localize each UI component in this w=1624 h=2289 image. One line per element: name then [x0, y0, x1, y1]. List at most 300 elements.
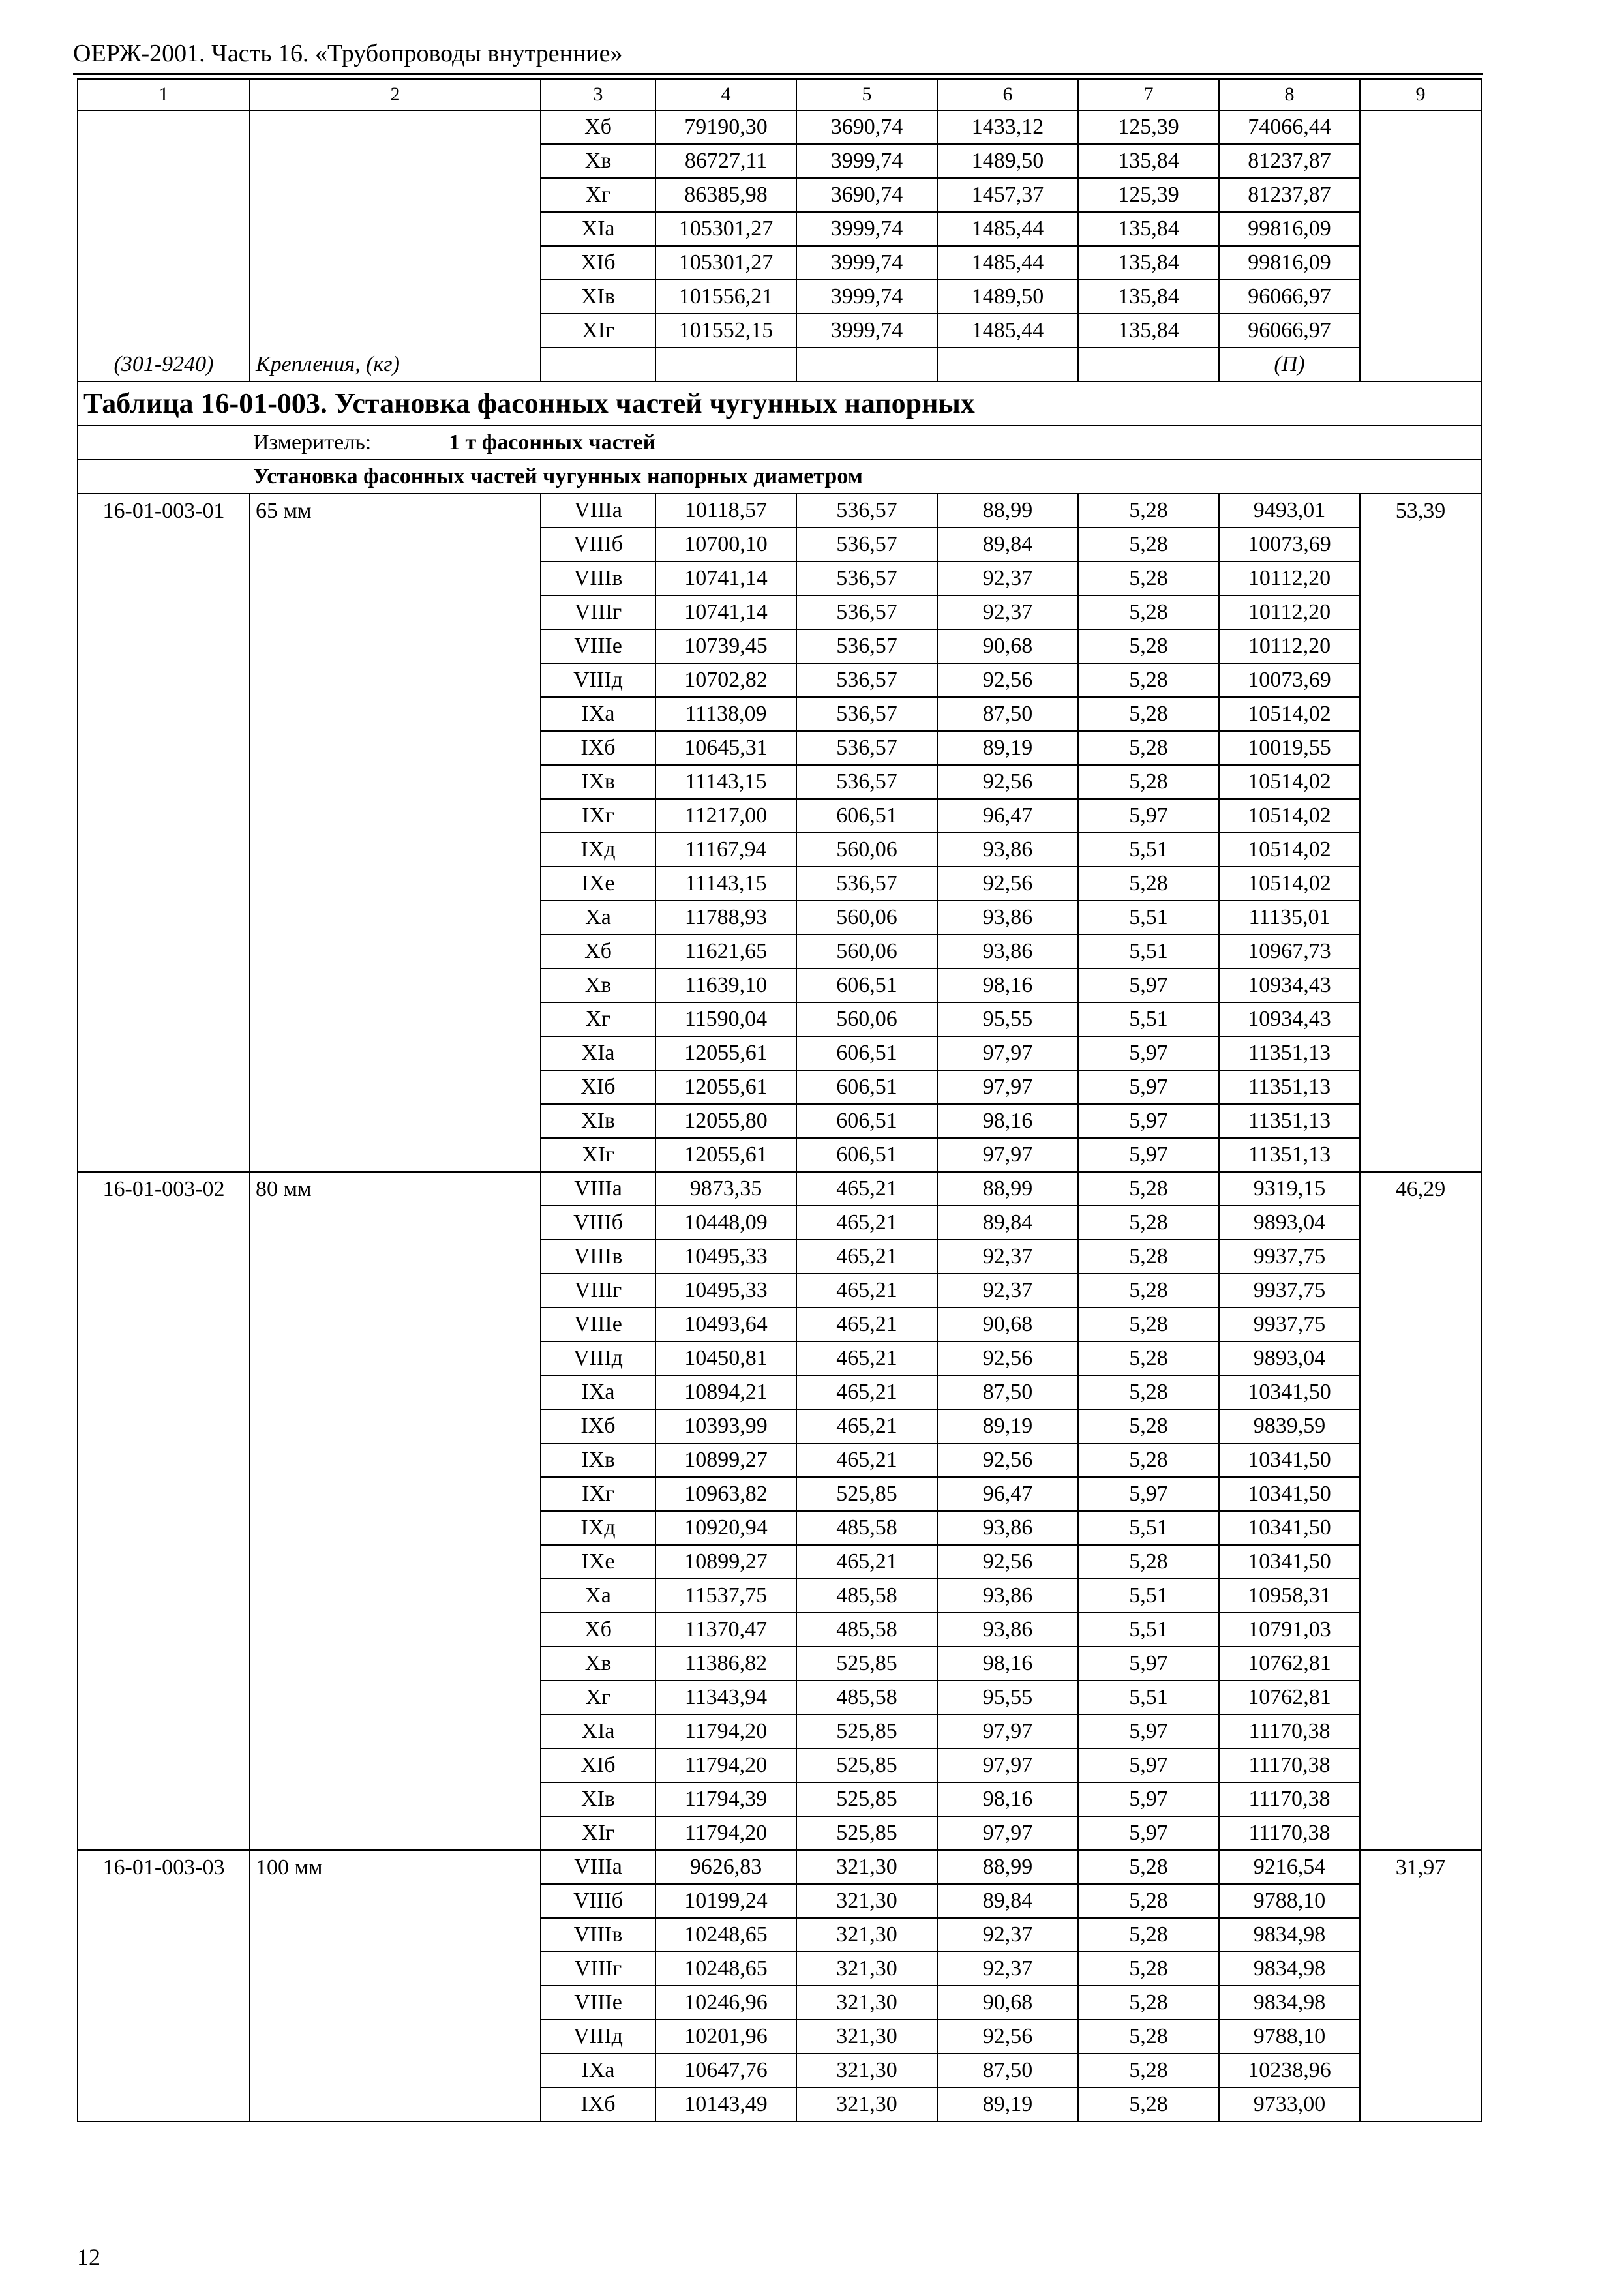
norm-cell	[1360, 833, 1481, 867]
norm-cell	[1360, 968, 1481, 1002]
empty-cell	[1078, 348, 1219, 382]
code-cell	[78, 1986, 250, 2020]
value-cell: 10118,57	[655, 494, 796, 528]
value-cell: 11217,00	[655, 799, 796, 833]
code-cell	[78, 1884, 250, 1918]
value-cell: 3999,74	[796, 144, 937, 178]
value-cell: 95,55	[937, 1002, 1078, 1036]
value-cell: 101556,21	[655, 280, 796, 314]
value-cell: 10341,50	[1219, 1375, 1360, 1409]
name-cell	[250, 178, 541, 212]
name-cell	[250, 1884, 541, 1918]
norm-cell	[1360, 2020, 1481, 2054]
value-cell: 321,30	[796, 1850, 937, 1884]
name-cell	[250, 1545, 541, 1579]
value-cell: 135,84	[1078, 144, 1219, 178]
norm-cell	[1360, 1816, 1481, 1850]
table-row	[78, 1138, 1481, 1172]
value-cell: 560,06	[796, 1002, 937, 1036]
table-row	[78, 1511, 1481, 1545]
table-body	[78, 79, 1481, 2121]
value-cell: 9937,75	[1219, 1308, 1360, 1341]
code-cell	[78, 1579, 250, 1613]
table-row	[78, 1681, 1481, 1714]
value-cell: 5,28	[1078, 595, 1219, 629]
value-cell: 92,56	[937, 1545, 1078, 1579]
norm-cell	[1360, 1070, 1481, 1104]
table-row	[78, 280, 1481, 314]
value-cell: 5,97	[1078, 1647, 1219, 1681]
value-cell: 10741,14	[655, 595, 796, 629]
norm-cell	[1360, 314, 1481, 348]
norm-cell	[1360, 1986, 1481, 2020]
value-cell: 1489,50	[937, 144, 1078, 178]
value-cell: 97,97	[937, 1036, 1078, 1070]
table-row	[78, 765, 1481, 799]
norm-cell	[1360, 1308, 1481, 1341]
table-title-row	[78, 382, 1481, 426]
value-cell: 3999,74	[796, 314, 937, 348]
value-cell: 5,28	[1078, 765, 1219, 799]
value-cell: 1485,44	[937, 314, 1078, 348]
value-cell: 98,16	[937, 1782, 1078, 1816]
code-cell	[78, 110, 250, 144]
name-cell	[250, 2087, 541, 2121]
value-cell: 89,19	[937, 731, 1078, 765]
value-cell: 465,21	[796, 1375, 937, 1409]
name-cell	[250, 528, 541, 561]
value-cell: 465,21	[796, 1240, 937, 1274]
value-cell: 485,58	[796, 1681, 937, 1714]
name-cell	[250, 1409, 541, 1443]
value-cell: VIIIе	[541, 1308, 655, 1341]
norm-cell	[1360, 867, 1481, 901]
value-cell: 105301,27	[655, 212, 796, 246]
value-cell: 12055,61	[655, 1070, 796, 1104]
name-cell	[250, 1477, 541, 1511]
empty-cell	[655, 348, 796, 382]
value-cell: 525,85	[796, 1477, 937, 1511]
code-cell	[78, 731, 250, 765]
value-cell: 5,28	[1078, 1240, 1219, 1274]
name-cell	[250, 1274, 541, 1308]
table-row	[78, 697, 1481, 731]
norm-cell	[1360, 1884, 1481, 1918]
value-cell: 11170,38	[1219, 1816, 1360, 1850]
name-cell	[250, 1138, 541, 1172]
value-cell: 93,86	[937, 935, 1078, 968]
value-cell: XIг	[541, 1816, 655, 1850]
name-cell	[250, 968, 541, 1002]
name-cell	[250, 280, 541, 314]
table-row	[78, 1206, 1481, 1240]
value-cell: 92,37	[937, 595, 1078, 629]
name-cell	[250, 2054, 541, 2087]
value-cell: VIIIб	[541, 1206, 655, 1240]
value-cell: 5,28	[1078, 1952, 1219, 1986]
value-cell: 485,58	[796, 1579, 937, 1613]
value-cell: 536,57	[796, 561, 937, 595]
name-cell	[250, 1613, 541, 1647]
value-cell: 5,97	[1078, 1477, 1219, 1511]
name-cell	[250, 1681, 541, 1714]
value-cell: 11788,93	[655, 901, 796, 935]
value-cell: 10514,02	[1219, 697, 1360, 731]
meter-cell	[78, 426, 1481, 460]
value-cell: Ха	[541, 1579, 655, 1613]
empty-cell	[541, 348, 655, 382]
value-cell: 86727,11	[655, 144, 796, 178]
value-cell: Хб	[541, 935, 655, 968]
value-cell: 10341,50	[1219, 1477, 1360, 1511]
value-cell: 321,30	[796, 1986, 937, 2020]
norm-cell	[1360, 765, 1481, 799]
value-cell: 485,58	[796, 1613, 937, 1647]
value-cell: 3999,74	[796, 280, 937, 314]
value-cell: 321,30	[796, 1918, 937, 1952]
value-cell: 10248,65	[655, 1952, 796, 1986]
code-cell	[78, 1206, 250, 1240]
code-cell	[78, 595, 250, 629]
value-cell: 5,28	[1078, 731, 1219, 765]
code-cell	[78, 1274, 250, 1308]
value-cell: 3999,74	[796, 212, 937, 246]
value-cell: 10201,96	[655, 2020, 796, 2054]
name-cell	[250, 110, 541, 144]
value-cell: 5,97	[1078, 1748, 1219, 1782]
value-cell: 10112,20	[1219, 561, 1360, 595]
value-cell: 10702,82	[655, 663, 796, 697]
value-cell: 465,21	[796, 1308, 937, 1341]
value-cell: 11621,65	[655, 935, 796, 968]
code-cell	[78, 799, 250, 833]
value-cell: VIIIа	[541, 494, 655, 528]
value-cell: 9839,59	[1219, 1409, 1360, 1443]
value-cell: 9834,98	[1219, 1952, 1360, 1986]
value-cell: 5,97	[1078, 1104, 1219, 1138]
value-cell: 11351,13	[1219, 1104, 1360, 1138]
value-cell: 5,97	[1078, 968, 1219, 1002]
value-cell: 5,28	[1078, 1375, 1219, 1409]
value-cell: 10341,50	[1219, 1443, 1360, 1477]
header-divider	[73, 73, 1483, 75]
value-cell: 5,28	[1078, 1341, 1219, 1375]
value-cell: 525,85	[796, 1816, 937, 1850]
name-cell	[250, 1206, 541, 1240]
value-cell: XIв	[541, 280, 655, 314]
value-cell: 3690,74	[796, 110, 937, 144]
value-cell: 321,30	[796, 1884, 937, 1918]
value-cell: 11590,04	[655, 1002, 796, 1036]
value-cell: 1485,44	[937, 246, 1078, 280]
value-cell: 89,19	[937, 1409, 1078, 1443]
norm-cell	[1360, 1104, 1481, 1138]
value-cell: IXб	[541, 2087, 655, 2121]
value-cell: 10894,21	[655, 1375, 796, 1409]
value-cell: 5,28	[1078, 1884, 1219, 1918]
value-cell: IXа	[541, 2054, 655, 2087]
value-cell: 536,57	[796, 494, 937, 528]
norm-cell	[1360, 799, 1481, 833]
norm-cell	[1360, 1002, 1481, 1036]
table-row	[78, 1274, 1481, 1308]
table-row	[78, 1714, 1481, 1748]
page-number: 12	[77, 2244, 100, 2270]
norm-cell	[1360, 1036, 1481, 1070]
value-cell: 11343,94	[655, 1681, 796, 1714]
code-cell	[78, 1952, 250, 1986]
code-cell	[78, 1341, 250, 1375]
code-cell	[78, 1511, 250, 1545]
value-cell: 10450,81	[655, 1341, 796, 1375]
code-cell	[78, 833, 250, 867]
value-cell: 5,97	[1078, 1714, 1219, 1748]
name-cell	[250, 1240, 541, 1274]
table-row	[78, 2054, 1481, 2087]
norm-cell	[1360, 1375, 1481, 1409]
norm-cell	[1360, 1138, 1481, 1172]
value-cell: 465,21	[796, 1443, 937, 1477]
value-cell: 98,16	[937, 1647, 1078, 1681]
empty-cell	[1360, 348, 1481, 382]
code-cell	[78, 1545, 250, 1579]
value-cell: 10514,02	[1219, 867, 1360, 901]
value-cell: 5,28	[1078, 1308, 1219, 1341]
value-cell: 125,39	[1078, 178, 1219, 212]
norm-cell	[1360, 2087, 1481, 2121]
value-cell: 10019,55	[1219, 731, 1360, 765]
value-cell: 11794,20	[655, 1816, 796, 1850]
value-cell: 606,51	[796, 799, 937, 833]
value-cell: 9493,01	[1219, 494, 1360, 528]
value-cell: 536,57	[796, 595, 937, 629]
value-cell: 9626,83	[655, 1850, 796, 1884]
value-cell: 10645,31	[655, 731, 796, 765]
value-cell: 10739,45	[655, 629, 796, 663]
code-cell	[78, 1240, 250, 1274]
value-cell: 92,37	[937, 561, 1078, 595]
value-cell: 90,68	[937, 629, 1078, 663]
value-cell: 536,57	[796, 528, 937, 561]
value-cell: 10741,14	[655, 561, 796, 595]
value-cell: 11537,75	[655, 1579, 796, 1613]
norm-cell	[1360, 1647, 1481, 1681]
value-cell: 321,30	[796, 2020, 937, 2054]
value-cell: 5,97	[1078, 1816, 1219, 1850]
name-cell	[250, 1308, 541, 1341]
value-cell: 10514,02	[1219, 765, 1360, 799]
value-cell: 10248,65	[655, 1918, 796, 1952]
table-row	[78, 799, 1481, 833]
value-cell: 9873,35	[655, 1172, 796, 1206]
value-cell: 10143,49	[655, 2087, 796, 2121]
name-cell	[250, 1070, 541, 1104]
value-cell: VIIIа	[541, 1850, 655, 1884]
norm-cell	[1360, 280, 1481, 314]
norm-cell	[1360, 901, 1481, 935]
value-cell: XIг	[541, 314, 655, 348]
code-cell	[78, 1782, 250, 1816]
value-cell: 9834,98	[1219, 1918, 1360, 1952]
table-row	[78, 1986, 1481, 2020]
value-cell: 3999,74	[796, 246, 937, 280]
value-cell: 12055,80	[655, 1104, 796, 1138]
table-row	[78, 1545, 1481, 1579]
value-cell: 10514,02	[1219, 833, 1360, 867]
code-cell	[78, 314, 250, 348]
value-cell: 11351,13	[1219, 1138, 1360, 1172]
value-cell: 10073,69	[1219, 528, 1360, 561]
value-cell: Хв	[541, 968, 655, 1002]
code-cell	[78, 2020, 250, 2054]
code-cell	[78, 663, 250, 697]
value-cell: 11794,20	[655, 1748, 796, 1782]
value-cell: 10700,10	[655, 528, 796, 561]
norm-cell	[1360, 1952, 1481, 1986]
name-cell	[250, 1511, 541, 1545]
code-cell	[78, 1681, 250, 1714]
name-cell	[250, 1443, 541, 1477]
code-cell	[78, 935, 250, 968]
value-cell: 10495,33	[655, 1274, 796, 1308]
name-cell	[250, 867, 541, 901]
value-cell: 90,68	[937, 1986, 1078, 2020]
column-number: 4	[655, 79, 796, 110]
value-cell: 10246,96	[655, 1986, 796, 2020]
value-cell: 5,28	[1078, 1172, 1219, 1206]
code-cell	[78, 1816, 250, 1850]
norm-cell	[1360, 528, 1481, 561]
code-cell	[78, 1375, 250, 1409]
value-cell: 10791,03	[1219, 1613, 1360, 1647]
value-cell: IXа	[541, 697, 655, 731]
value-cell: 93,86	[937, 833, 1078, 867]
value-cell: 10920,94	[655, 1511, 796, 1545]
code-cell	[78, 246, 250, 280]
value-cell: VIIIг	[541, 595, 655, 629]
column-number: 8	[1219, 79, 1360, 110]
value-cell: 74066,44	[1219, 110, 1360, 144]
value-cell: 11370,47	[655, 1613, 796, 1647]
value-cell: 10963,82	[655, 1477, 796, 1511]
value-cell: 5,51	[1078, 1002, 1219, 1036]
value-cell: 5,28	[1078, 1443, 1219, 1477]
norm-cell	[1360, 731, 1481, 765]
value-cell: 10967,73	[1219, 935, 1360, 968]
value-cell: XIб	[541, 1748, 655, 1782]
norm-cell	[1360, 1477, 1481, 1511]
value-cell: VIIIг	[541, 1952, 655, 1986]
name-cell	[250, 1714, 541, 1748]
value-cell: 1433,12	[937, 110, 1078, 144]
value-cell: 5,28	[1078, 2087, 1219, 2121]
table-row	[78, 1375, 1481, 1409]
name-cell	[250, 212, 541, 246]
norm-cell	[1360, 110, 1481, 144]
value-cell: Хб	[541, 110, 655, 144]
meter-label: Измеритель:	[253, 430, 372, 455]
code-cell	[78, 1714, 250, 1748]
value-cell: 89,84	[937, 1206, 1078, 1240]
value-cell: VIIIв	[541, 561, 655, 595]
value-cell: 96066,97	[1219, 314, 1360, 348]
norm-cell	[1360, 935, 1481, 968]
value-cell: 10341,50	[1219, 1511, 1360, 1545]
value-cell: 11794,20	[655, 1714, 796, 1748]
value-cell: 5,51	[1078, 1579, 1219, 1613]
table-row	[78, 314, 1481, 348]
table-row	[78, 1647, 1481, 1681]
code-cell	[78, 144, 250, 178]
value-cell: 12055,61	[655, 1036, 796, 1070]
value-cell: 10238,96	[1219, 2054, 1360, 2087]
table-row	[78, 1172, 1481, 1206]
name-cell	[250, 595, 541, 629]
value-cell: XIа	[541, 1036, 655, 1070]
name-cell	[250, 697, 541, 731]
code-cell	[78, 901, 250, 935]
norm-cell: 53,39	[1360, 494, 1481, 528]
value-cell: 10199,24	[655, 1884, 796, 1918]
column-number-row	[78, 79, 1481, 110]
value-cell: 9893,04	[1219, 1341, 1360, 1375]
name-cell: 65 мм	[250, 494, 541, 528]
value-cell: 97,97	[937, 1816, 1078, 1850]
value-cell: 5,51	[1078, 1613, 1219, 1647]
norm-cell	[1360, 246, 1481, 280]
value-cell: VIIIв	[541, 1918, 655, 1952]
value-cell: 98,16	[937, 968, 1078, 1002]
value-cell: 9834,98	[1219, 1986, 1360, 2020]
table-title: Таблица 16-01-003. Установка фасонных частей чугунных напорных	[78, 382, 1481, 426]
column-number: 2	[250, 79, 541, 110]
column-number: 7	[1078, 79, 1219, 110]
value-cell: 92,56	[937, 2020, 1078, 2054]
value-cell: IXд	[541, 833, 655, 867]
value-cell: 86385,98	[655, 178, 796, 212]
value-cell: 10112,20	[1219, 595, 1360, 629]
code-cell	[78, 1647, 250, 1681]
code-cell	[78, 1002, 250, 1036]
value-cell: 1485,44	[937, 212, 1078, 246]
norm-cell	[1360, 212, 1481, 246]
value-cell: 135,84	[1078, 280, 1219, 314]
code-cell	[78, 1748, 250, 1782]
code-cell	[78, 1477, 250, 1511]
section-cell	[78, 460, 1481, 494]
table-row	[78, 1884, 1481, 1918]
value-cell: 465,21	[796, 1172, 937, 1206]
value-cell: 5,51	[1078, 935, 1219, 968]
value-cell: VIIIе	[541, 629, 655, 663]
value-cell: 606,51	[796, 1104, 937, 1138]
name-cell	[250, 1579, 541, 1613]
value-cell: IXе	[541, 867, 655, 901]
value-cell: 5,28	[1078, 697, 1219, 731]
value-cell: 98,16	[937, 1104, 1078, 1138]
value-cell: 10112,20	[1219, 629, 1360, 663]
value-cell: 10899,27	[655, 1443, 796, 1477]
norm-cell	[1360, 1579, 1481, 1613]
value-cell: 89,84	[937, 1884, 1078, 1918]
fastening-unit: (П)	[1219, 348, 1360, 382]
table-row	[78, 1409, 1481, 1443]
value-cell: 88,99	[937, 494, 1078, 528]
value-cell: 485,58	[796, 1511, 937, 1545]
value-cell: Хг	[541, 1681, 655, 1714]
value-cell: 525,85	[796, 1748, 937, 1782]
name-cell	[250, 314, 541, 348]
